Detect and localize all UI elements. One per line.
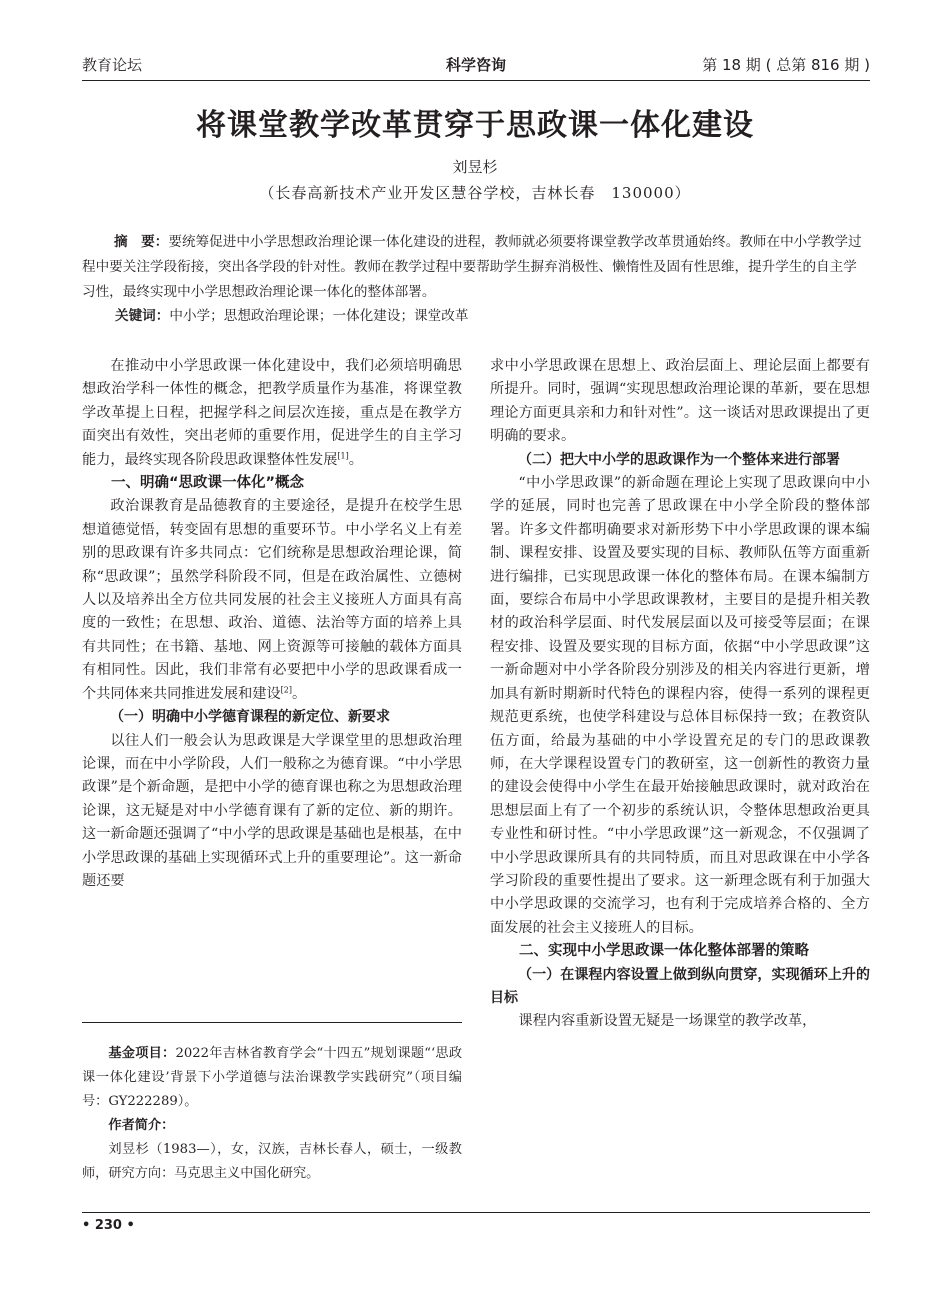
paragraph: 以往人们一般会认为思政课是大学课堂里的思想政治理论课，而在中小学阶段，人们一般称之为德育课。“中小学思政课”是个新命题，是把中小学的德育课也称之为思想政治理论课，这无疑是对中小学德育课有了新的定位、新的期许。这一新命题还强调了“中小学的思政课是基础也是根基，在中小学思政课的基础上实现循环式上升的重要理论”。这一新命题还要 — [82, 732, 462, 889]
abstract — [82, 230, 870, 305]
author-info-label-line — [82, 1114, 462, 1138]
keywords — [115, 304, 870, 324]
section-heading: 二、实现中小学思政课一体化整体部署的策略 — [519, 943, 809, 960]
paragraph: 求中小学思政课在思想上、政治层面上、理论层面上都要有所提升。同时，强调“实现思想政治理论课的革新，要在思想理论方面更具亲和力和针对性”。这一谈话对思政课提出了更明确的要求。 — [490, 358, 870, 445]
paragraph-text: 在推动中小学思政课一体化建设中，我们必须培明确思想政治学科一体性的概念，把教学质量作为基准，将课堂教学改革提上日程，把握学科之间层次连接，重点是在教学方面突出有效性，突出老师的重要作用，促进学生的自主学习能力，最终实现各阶段思政课整体性发展 — [82, 358, 462, 468]
abstract-label: 摘 要： — [114, 234, 169, 250]
footer-rule — [82, 1212, 870, 1213]
abstract-text: 要统筹促进中小学思想政治理论课一体化建设的进程，教师就必须要将课堂教学改革贯通始终。教师在中小学教学过程中要关注学段衔接，突出各学段的针对性。教师在教学过程中要帮助学生摒弃消极性、懒惰性及固有性思维，提升学生的自主学习性，最终实现中小学思想政治理论课一体化的整体部署。 — [82, 234, 862, 300]
section-heading: 一、明确“思政课一体化”概念 — [111, 475, 305, 492]
right-column — [490, 355, 870, 1034]
fund-info — [82, 1042, 462, 1114]
left-column — [82, 355, 462, 893]
citation: [1] — [337, 450, 349, 460]
footnote — [82, 1042, 462, 1186]
author-name: 刘昱杉 — [452, 158, 498, 176]
paragraph: 课程内容重新设置无疑是一场课堂的教学改革， — [518, 1013, 817, 1030]
fund-text: 2022年吉林省教育学会“十四五”规划课题“‘思政课一体化建设’背景下小学道德与法治课教学实践研究”（项目编号：GY222289）。 — [82, 1046, 463, 1109]
author-affiliation: （长春高新技术产业开发区慧谷学校，吉林长春 130000） — [259, 184, 691, 202]
header-issue: 第 18 期 ( 总第 816 期 ) — [702, 56, 870, 74]
page-number: • 230 • — [82, 1218, 135, 1233]
footnote-rule — [82, 1022, 462, 1023]
header-rule — [82, 80, 870, 81]
author-info-label: 作者简介： — [108, 1118, 175, 1133]
subsection-heading: （一）明确中小学德育课程的新定位、新要求 — [110, 709, 390, 726]
paragraph — [82, 355, 462, 472]
paragraph-text: 政治课教育是品德教育的主要途径，是提升在校学生思想道德觉悟，转变固有思想的重要环节。中小学名义上有差别的思政课有许多共同点：它们统称是思想政治理论课，简称“思政课”；虽然学科阶段不同，但是在政治属性、立德树人以及培养出全方位共同发展的社会主义接班人方面具有高度的一致性；在思想、政治、道德、法治等方面的培养上具有共同性；在书籍、基地、网上资源等可接触的载体方面具有相同性。因此，我们非常有必要把中小学的思政课看成一个共同体来共同推进发展和建设 — [82, 498, 462, 702]
keywords-label: 关键词： — [115, 308, 170, 324]
punctuation: 。 — [291, 685, 307, 702]
punctuation: 。 — [348, 451, 363, 468]
header-section: 教育论坛 — [82, 56, 143, 74]
paper-title: 将课堂教学改革贯穿于思政课一体化建设 — [196, 108, 754, 143]
paragraph: “中小学思政课”的新命题在理论上实现了思政课向中小学的延展，同时也完善了思政课在中小学全阶段的整体部署。许多文件都明确要求对新形势下中小学思政课的课本编制、课程安排、设置及要实现的目标、教师队伍等方面重新进行编排，已实现思政课一体化的整体布局。在课本编制方面，要综合布局中小学思政课教材，主要目的是提升相关教材的政治科学层面、时代发展层面以及可接受等层面；在课程安排、设置及要实现的目标方面，依据“中小学思政课”这一新命题对中小学各阶段分别涉及的相关内容进行更新，增加具有新时期新时代特色的课程内容，使得一系列的课程更规范更系统，也使学科建设与总体目标保持一致；在教资队伍方面，给最为基础的中小学设置充足的专门的思政课教师，在大学课程设置专门的教研室，这一创新性的教资力量的建设会使得中小学生在最开始接触思政课时，就对政治在思想层面上有了一个初步的系统认识，令整体思想政治更具专业性和研讨性。“中小学思政课”这一新观念，不仅强调了中小学思政课所具有的共同特质，而且对思政课在中小学各学习阶段的重要性提出了要求。这一新理念既有利于加强大中小学思政课的交流学习，也有利于完成培养合格的、全方面发展的社会主义接班人的目标。 — [490, 475, 870, 936]
fund-label: 基金项目： — [108, 1046, 176, 1061]
subsection-heading: （一）在课程内容设置上做到纵向贯穿，实现循环上升的目标 — [490, 966, 870, 1006]
running-header — [82, 50, 870, 80]
author-info: 刘昱杉（1983—），女，汉族，吉林长春人，硕士，一级教师，研究方向：马克思主义中国化研究。 — [82, 1142, 462, 1181]
subsection-heading: （二）把大中小学的思政课作为一个整体来进行部署 — [518, 451, 840, 468]
header-journal: 科学咨询 — [445, 56, 506, 74]
keywords-text: 中小学；思想政治理论课；一体化建设；课堂改革 — [169, 308, 469, 324]
citation: [2] — [280, 684, 292, 694]
paragraph — [82, 495, 462, 706]
